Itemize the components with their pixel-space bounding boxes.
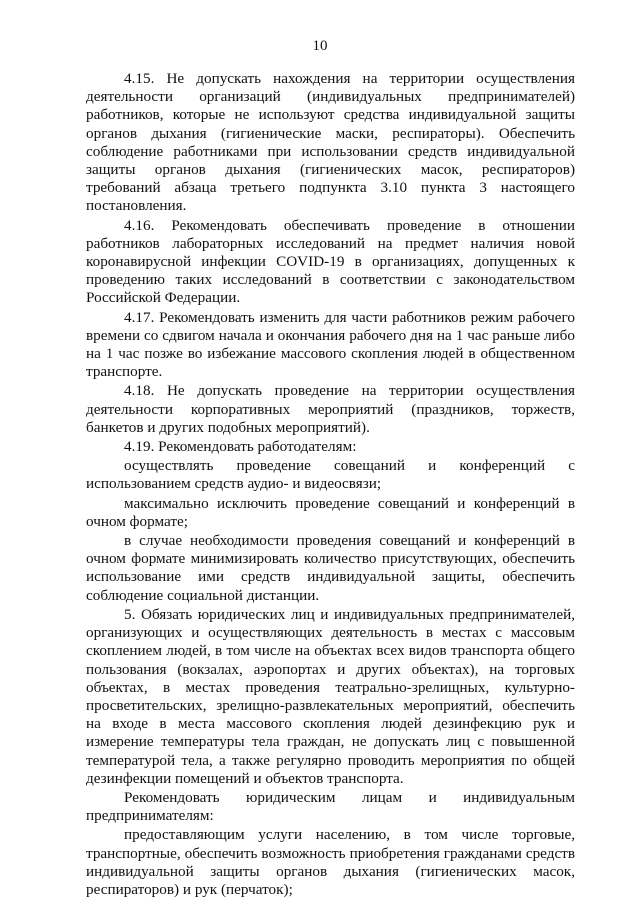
paragraph-4-15: 4.15. Не допускать нахождения на территории осуществления деятельности организаций (индивидуальных предпринимателей) работников, которые не используют средства индивидуальной защиты органов дыхания (гигиенические маски, респираторы). Обеспечить соблюдение работниками при использовании средств индивидуальной защиты органов дыхания (гигиенических масок, респираторов) требований абзаца третьего подпункта 3.10 пункта 3 настоящего постановления. xyxy=(86,70,575,215)
paragraph-4-19-item-3: в случае необходимости проведения совещаний и конференций в очном формате минимизировать количество присутствующих, обеспечить использование ими средств индивидуальной защиты, обеспечить соблюдение социальной дистанции. xyxy=(86,532,575,604)
paragraph-4-18: 4.18. Не допускать проведение на территории осуществления деятельности корпоративных мероприятий (праздников, торжеств, банкетов и других подобных мероприятий). xyxy=(86,382,575,436)
paragraph-5-item-1: предоставляющим услуги населению, в том числе торговые, транспортные, обеспечить возможность приобретения гражданами средств индивидуальной защиты органов дыхания (гигиенических масок, респираторов) и рук (перчаток); xyxy=(86,826,575,898)
paragraph-4-19-item-2: максимально исключить проведение совещаний и конференций в очном формате; xyxy=(86,494,575,530)
page-number: 10 xyxy=(312,38,328,54)
paragraph-4-19: 4.19. Рекомендовать работодателям: xyxy=(124,438,357,456)
paragraph-4-17: 4.17. Рекомендовать изменить для части работников режим рабочего времени со сдвигом начала и окончания рабочего дня на 1 час раньше либо на 1 час позже во избежание массового скопления людей в общественном транспорте. xyxy=(86,308,575,381)
paragraph-4-16: 4.16. Рекомендовать обеспечивать проведение в отношении работников лабораторных исследований на предмет наличия новой коронавирусной инфекции COVID-19 в организациях, допущенных к проведению таких исследований в соответствии с законодательством Российской Федерации. xyxy=(86,216,575,307)
paragraph-5: 5. Обязать юридических лиц и индивидуальных предпринимателей, организующих и осуществляющих деятельность в местах с массовым скоплением людей, в том числе на объектах всех видов транспорта общего пользования (вокзалах, аэропортах и других объектах), на торговых объектах, в местах проведения театрально-зрелищных, культурно-просветительских, зрелищно-развлекательных мероприятий, обеспечить на входе в места массового скопления людей дезинфекцию рук и измерение температуры тела граждан, не допускать лиц с повышенной температурой тела, а также регулярно проводить мероприятия по общей дезинфекции помещений и объектов транспорта. xyxy=(86,605,575,787)
paragraph-4-19-item-1: осуществлять проведение совещаний и конференций с использованием средств аудио- и видеосвязи; xyxy=(86,457,575,493)
paragraph-5-recommend: Рекомендовать юридическим лицам и индивидуальным предпринимателям: xyxy=(86,788,575,825)
document-body xyxy=(86,70,575,899)
